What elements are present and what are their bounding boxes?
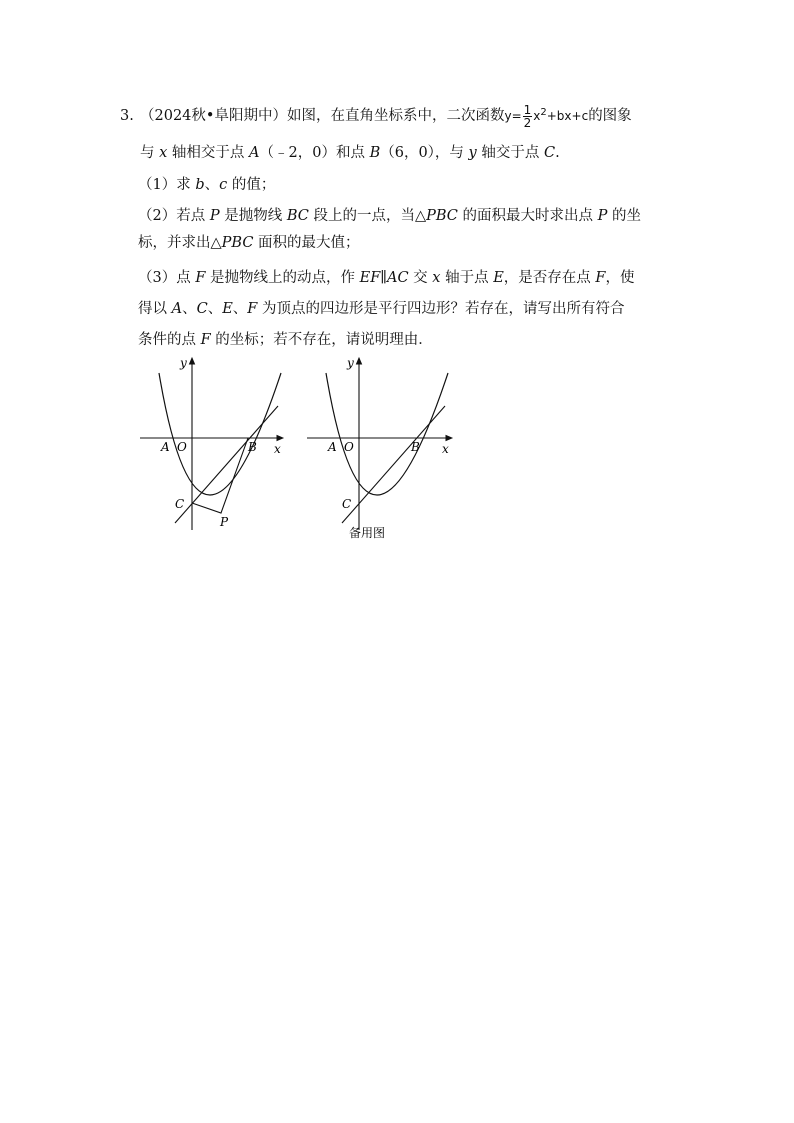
text: 点 xyxy=(176,270,196,286)
question-3-line-2 xyxy=(138,299,624,319)
text: 轴于点 xyxy=(440,270,494,286)
text: 的坐标；若不存在，请说明理由． xyxy=(210,332,433,348)
line-bc xyxy=(342,406,445,523)
question-label: （1） xyxy=(138,177,177,193)
fraction-denominator: 2 xyxy=(523,116,532,130)
text: 为顶点的四边形是平行四边形？若存在，请写出所有符合 xyxy=(257,301,625,317)
text: 的坐 xyxy=(607,208,641,224)
formula-rest: +bx+c xyxy=(546,109,589,123)
quadratic-formula xyxy=(504,103,589,130)
label-a: A xyxy=(161,440,170,454)
label-y: y xyxy=(347,356,354,370)
figure-1 xyxy=(130,350,290,535)
text: 是抛物线 xyxy=(219,208,287,224)
label-o: O xyxy=(177,440,187,454)
text: 面积的最大值； xyxy=(253,235,360,251)
var-y: y xyxy=(468,145,477,161)
question-label: （3） xyxy=(138,270,177,286)
label-o: O xyxy=(344,440,354,454)
point-C: C xyxy=(543,145,556,161)
segment-AC: AC xyxy=(386,270,409,286)
point-E: E xyxy=(493,270,504,286)
line-bc xyxy=(175,406,278,523)
text: 的值； xyxy=(227,177,276,193)
text: 段上的一点，当△ xyxy=(308,208,427,224)
label-a: A xyxy=(328,440,337,454)
point-F: F xyxy=(200,332,211,348)
label-y: y xyxy=(180,356,187,370)
label-c: C xyxy=(175,497,185,511)
text: 、 xyxy=(182,301,197,317)
text: 与 xyxy=(140,145,160,161)
formula-x: x xyxy=(533,109,541,123)
label-x: x xyxy=(442,442,449,456)
problem-number: 3. xyxy=(120,108,134,124)
triangle-PBC: PBC xyxy=(426,208,458,224)
label-b: B xyxy=(411,440,420,454)
problem-line-2 xyxy=(140,143,560,163)
point-A: A xyxy=(171,301,183,317)
text: ，是否存在点 xyxy=(503,270,596,286)
label-c: C xyxy=(342,497,352,511)
problem-intro: 如图，在直角坐标系中，二次函数 xyxy=(286,108,505,124)
formula-fraction xyxy=(523,104,533,129)
parabola xyxy=(159,373,281,495)
var-b: b xyxy=(195,177,205,193)
parabola xyxy=(326,373,448,495)
point-A: A xyxy=(249,145,260,161)
point-C: C xyxy=(196,301,208,317)
var-c: c xyxy=(219,177,228,193)
figure-caption: 备用图 xyxy=(349,526,386,540)
figure-2 xyxy=(297,350,462,545)
text: 若点 xyxy=(176,208,210,224)
text: （﹣2，0）和点 xyxy=(259,145,370,161)
text: 、 xyxy=(207,301,223,317)
fraction-numerator: 1 xyxy=(523,103,532,117)
text: 轴交于点 xyxy=(476,145,544,161)
segment-BC: BC xyxy=(286,208,309,224)
question-3-line-3 xyxy=(138,330,433,350)
point-P: P xyxy=(597,208,608,224)
text: （6，0），与 xyxy=(380,145,469,161)
label-b: B xyxy=(248,440,257,454)
text: 交 xyxy=(408,270,433,286)
text: 的面积最大时求出点 xyxy=(457,208,598,224)
question-1 xyxy=(138,175,275,195)
point-F: F xyxy=(595,270,606,286)
formula-exponent: 2 xyxy=(540,107,547,118)
problem-source: （2024秋•阜阳期中） xyxy=(140,108,287,124)
formula-lhs: y= xyxy=(504,109,522,123)
segment-EF: EF xyxy=(359,270,381,286)
point-P: P xyxy=(209,208,220,224)
text: 求 xyxy=(176,177,196,193)
question-2-line-1 xyxy=(138,206,641,226)
text: 轴相交于点 xyxy=(167,145,250,161)
point-F: F xyxy=(195,270,206,286)
question-3-line-1 xyxy=(138,268,634,288)
label-x: x xyxy=(274,442,281,456)
text: . xyxy=(555,145,560,161)
point-F: F xyxy=(247,301,258,317)
problem-line-1 xyxy=(120,103,632,129)
text: ，使 xyxy=(605,270,635,286)
question-label: （2） xyxy=(138,208,177,224)
var-x: x xyxy=(432,270,441,286)
text: 条件的点 xyxy=(138,332,201,348)
text: 、 xyxy=(232,301,248,317)
triangle-PBC: PBC xyxy=(221,235,254,251)
var-x: x xyxy=(159,145,168,161)
text: 是抛物线上的动点，作 xyxy=(205,270,360,286)
text: 、 xyxy=(204,177,220,193)
parallel-symbol: ∥ xyxy=(380,270,387,286)
label-p: P xyxy=(220,515,229,529)
point-B: B xyxy=(369,145,381,161)
question-2-line-2 xyxy=(138,233,360,253)
problem-intro-end: 的图象 xyxy=(588,108,632,124)
text: 标，并求出△ xyxy=(138,235,222,251)
text: 得以 xyxy=(138,301,172,317)
point-E: E xyxy=(222,301,233,317)
